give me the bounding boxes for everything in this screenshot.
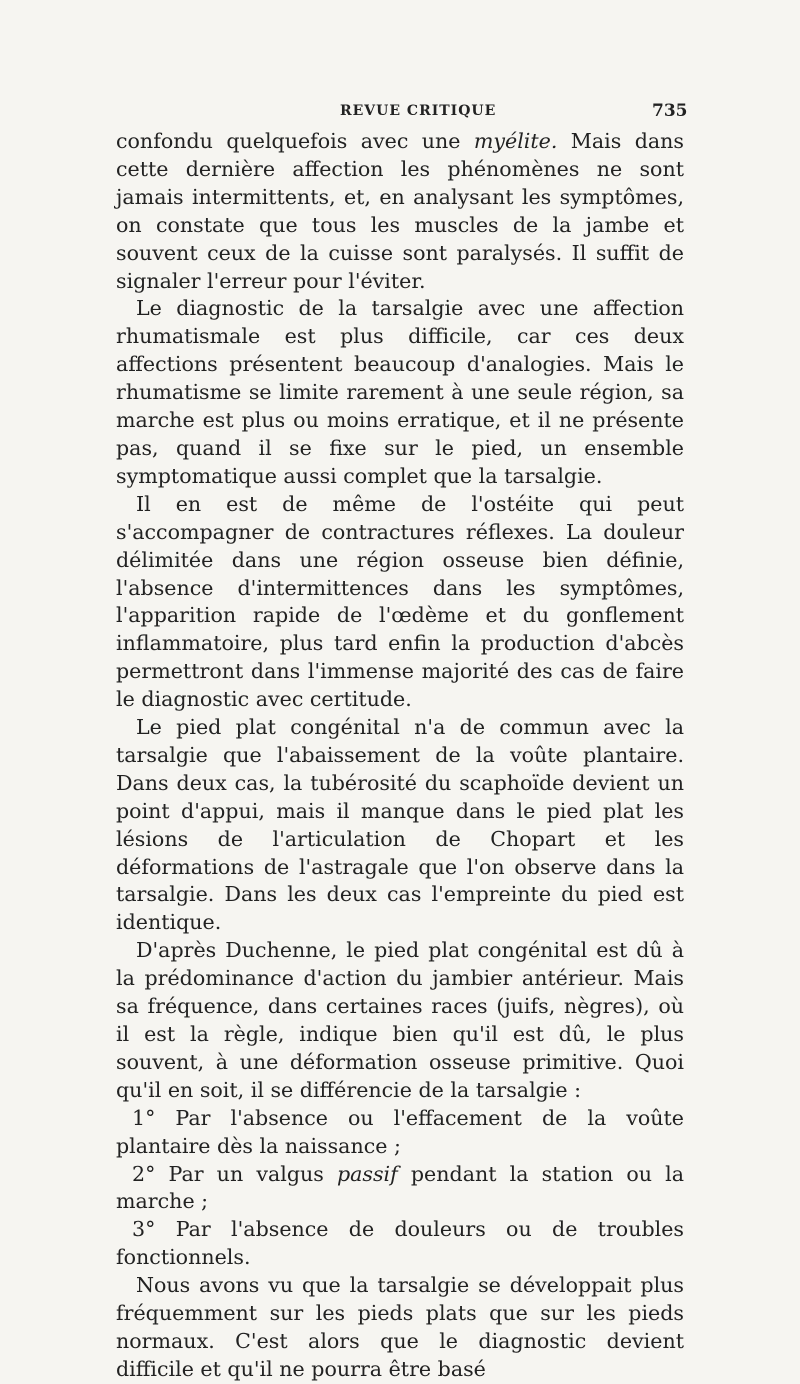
paragraph-5: D'après Duchenne, le pied plat congénital est dû à la prédominance d'action du jambier antérieur. Mais sa fréquence, dans certaines races (juifs, nègres), où il est la règle, indique bien qu'il est dû, le plus souvent, à une déformation osseuse primitive. Quoi qu'il en soit, il se différencie de la tarsalgie : [116,938,684,1102]
list-item-2-text-a: 2° Par un valgus [132,1161,337,1186]
paragraph-6: Nous avons vu que la tarsalgie se développait plus fréquemment sur les pieds plats que sur les pieds normaux. C'est alors que le diagnostic devient difficile et qu'il ne pourra être basé [116,1273,684,1381]
list-item-3: 3° Par l'absence de douleurs ou de troubles fonctionnels. [116,1217,684,1270]
paragraph-1-italic: myélite. [473,129,558,153]
list-item-2-text-b: pendant la station ou la marche ; [116,1161,684,1214]
paragraph-3: Il en est de même de l'ostéite qui peut s'accompagner de contractures réflexes. La douleur délimitée dans une région osseuse bien définie, l'absence d'intermittences dans les symptômes, l'apparition rapide de l'œdème et du gonflement inflammatoire, plus tard enfin la production d'abcès permettront dans l'immense majorité des cas de faire le diagnostic avec certitude. [116,491,684,712]
paragraph-1 [116,128,684,295]
body-text [116,128,684,1384]
paragraph-1-text-b: Mais dans cette dernière affection les phénomènes ne sont jamais intermittents, et, en analysant les symptômes, on constate que tous les muscles de la jambe et souvent ceux de la cuisse sont paralysés. Il suffit de signaler l'erreur pour l'éviter. [116,129,684,293]
list-item-2-italic: passif [336,1161,398,1186]
paragraph-2: Le diagnostic de la tarsalgie avec une affection rhumatismale est plus difficile, car ces deux affections présentent beaucoup d'analogies. Mais le rhumatisme se limite rarement à une seule région, sa marche est plus ou moins erratique, et il ne présente pas, quand il se fixe sur le pied, un ensemble symptomatique aussi complet que la tarsalgie. [116,296,684,488]
page-number: 735 [652,101,688,121]
running-title: REVUE CRITIQUE [340,103,497,119]
paragraph-4: Le pied plat congénital n'a de commun avec la tarsalgie que l'abaissement de la voûte plantaire. Dans deux cas, la tubérosité du scaphoïde devient un point d'appui, mais il manque dans le pied plat les lésions de l'articulation de Chopart et les déformations de l'astragale que l'on observe dans la tarsalgie. Dans les deux cas l'empreinte du pied est identique. [116,715,684,935]
paragraph-1-text-a: confondu quelquefois avec une [116,129,474,153]
list-item-1: 1° Par l'absence ou l'effacement de la voûte plantaire dès la naissance ; [116,1105,684,1158]
list-item-2 [116,1161,684,1217]
